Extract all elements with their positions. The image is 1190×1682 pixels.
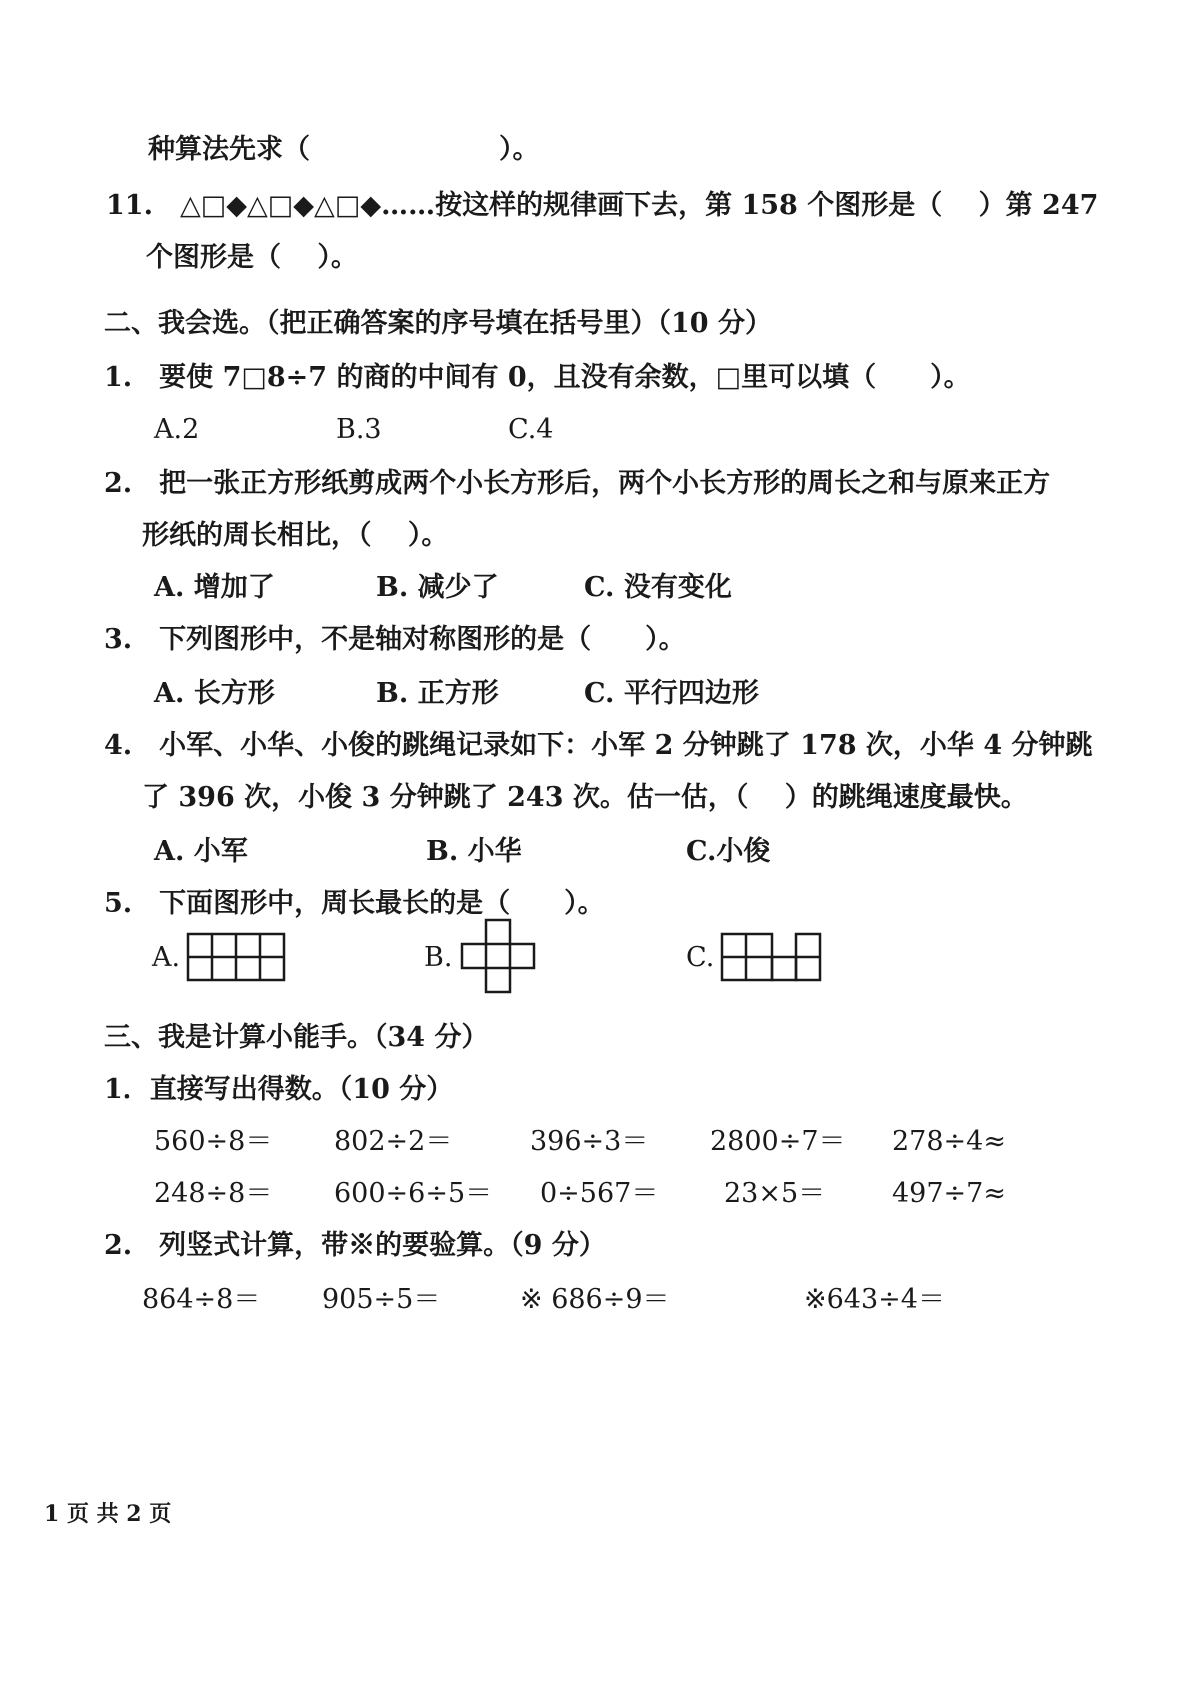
s2-q3-option-b: B. 正方形: [376, 678, 499, 709]
s2-q3-option-c: C. 平行四边形: [584, 678, 759, 709]
s3-q1-r1-c3: 396÷3＝: [530, 1126, 649, 1157]
s2-q2-option-b: B. 减少了: [376, 572, 499, 603]
s2-q4-option-c: C.小俊: [686, 836, 771, 867]
s2-q1-text: 1. 要使 7□8÷7 的商的中间有 0，且没有余数，□里可以填（ ）。: [104, 362, 971, 393]
s2-q3-text: 3. 下列图形中，不是轴对称图形的是（ ）。: [104, 624, 686, 655]
s3-q1-r2-c5: 497÷7≈: [892, 1178, 1006, 1209]
q5-figure-b: [460, 918, 536, 994]
s2-q4-option-a: A. 小军: [154, 836, 248, 867]
s3-q1-title: 1．直接写出得数。（10 分）: [104, 1074, 454, 1105]
s3-q1-r2-c2: 600÷6÷5＝: [334, 1178, 493, 1209]
s3-q2-item-3: ※ 686÷9＝: [520, 1284, 670, 1315]
s3-q1-r2-c4: 23×5＝: [724, 1178, 826, 1209]
s3-q1-r1-c5: 278÷4≈: [892, 1126, 1006, 1157]
s3-q2-item-2: 905÷5＝: [322, 1284, 441, 1315]
section3-heading: 三、我是计算小能手。（34 分）: [104, 1022, 489, 1053]
s2-q5-text: 5. 下面图形中，周长最长的是（ ）。: [104, 888, 605, 919]
s3-q1-r1-c1: 560÷8＝: [154, 1126, 273, 1157]
q5-figure-a: [186, 932, 286, 984]
s3-q2-title: 2. 列竖式计算，带※的要验算。（9 分）: [104, 1230, 606, 1261]
s3-q2-item-4: ※643÷4＝: [804, 1284, 945, 1315]
s2-q1-option-a: A.2: [154, 414, 200, 445]
s2-q1-option-c: C.4: [508, 414, 554, 445]
s2-q2-line2: 形纸的周长相比，（ ）。: [142, 520, 449, 551]
s3-q1-r2-c1: 248÷8＝: [154, 1178, 273, 1209]
s2-q3-option-a: A. 长方形: [154, 678, 275, 709]
s2-q4-line2: 了 396 次，小俊 3 分钟跳了 243 次。估一估，（ ）的跳绳速度最快。: [142, 782, 1028, 813]
s2-q4-option-b: B. 小华: [426, 836, 522, 867]
q11-line2: 个图形是（ ）。: [146, 242, 358, 273]
s2-q2-line1: 2. 把一张正方形纸剪成两个小长方形后，两个小长方形的周长之和与原来正方: [104, 468, 1051, 499]
s3-q1-r2-c3: 0÷567＝: [540, 1178, 659, 1209]
section2-heading: 二、我会选。（把正确答案的序号填在括号里）（10 分）: [104, 308, 772, 339]
page-footer: 1 页 共 2 页: [44, 1501, 172, 1527]
s3-q1-r1-c4: 2800÷7＝: [710, 1126, 846, 1157]
s3-q1-r1-c2: 802÷2＝: [334, 1126, 453, 1157]
s2-q1-option-b: B.3: [336, 414, 382, 445]
q11-line1: 11. △□◆△□◆△□◆……按这样的规律画下去，第 158 个图形是（ ）第 247: [106, 190, 1099, 221]
q5-figure-c: [720, 932, 822, 984]
s3-q2-item-1: 864÷8＝: [142, 1284, 261, 1315]
s2-q5-option-b: B.: [424, 942, 453, 973]
s2-q2-option-c: C. 没有变化: [584, 572, 732, 603]
s2-q2-option-a: A. 增加了: [154, 572, 275, 603]
s2-q5-option-c: C.: [686, 942, 715, 973]
q10-continuation: 种算法先求（ ）。: [148, 134, 540, 165]
s2-q5-option-a: A.: [152, 942, 181, 973]
s2-q4-line1: 4. 小军、小华、小俊的跳绳记录如下：小军 2 分钟跳了 178 次，小华 4 分钟跳: [104, 730, 1093, 761]
